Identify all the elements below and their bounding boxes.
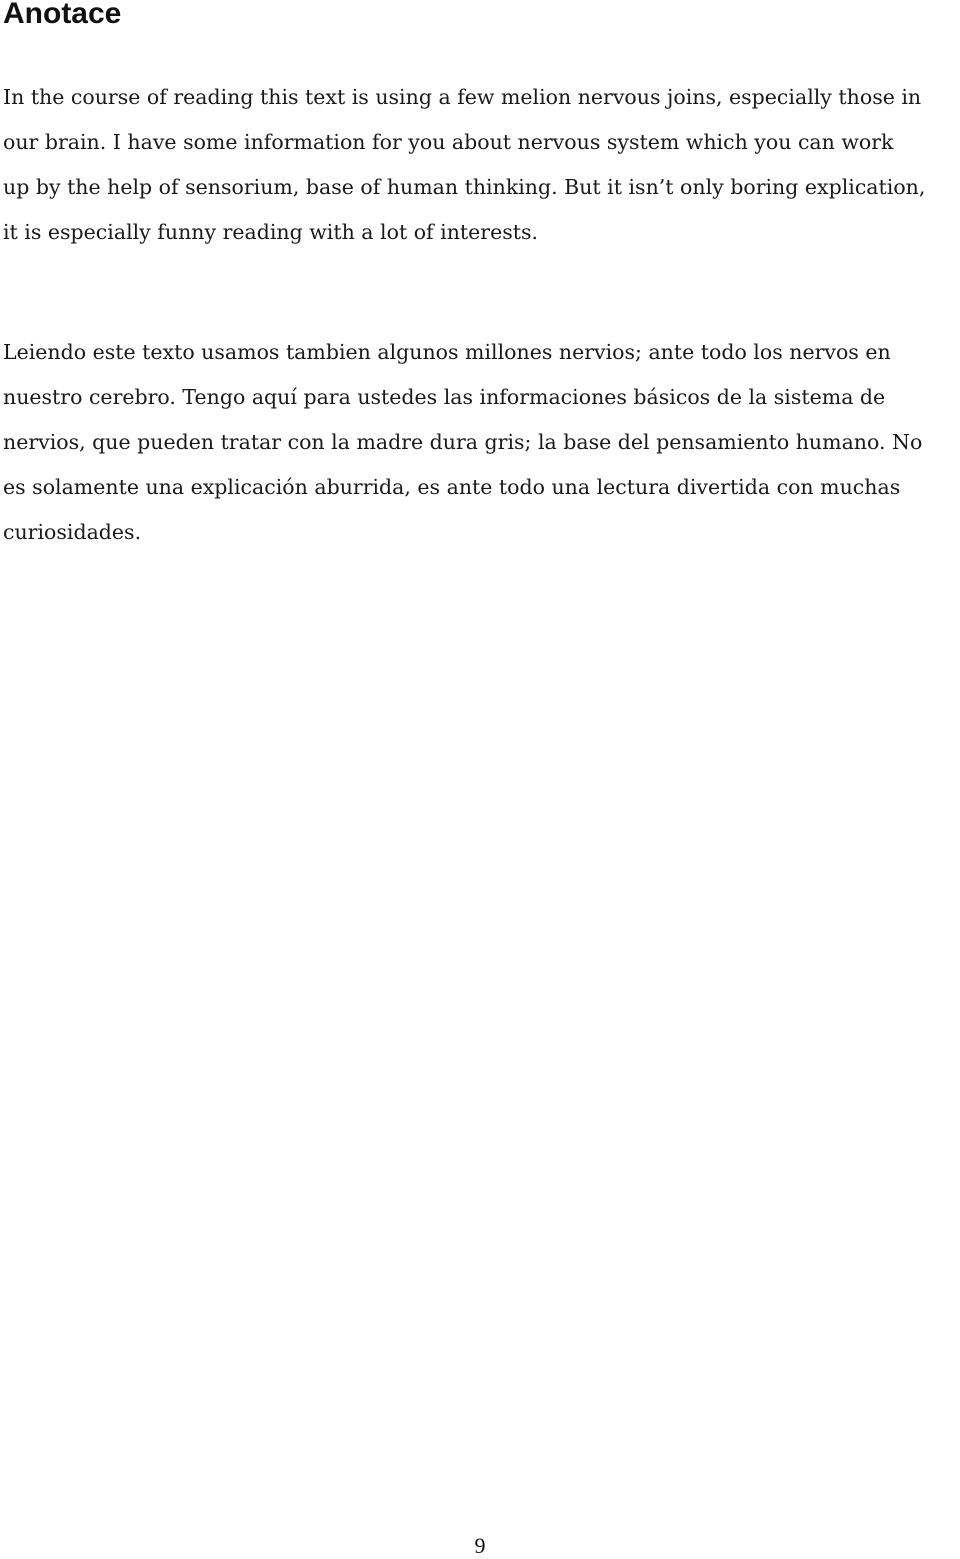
paragraph-line: nervios, que pueden tratar con la madre dura gris; la base del pensamiento humano. No [3,430,923,454]
paragraph-spanish [3,330,958,555]
paragraph-line: it is especially funny reading with a lot of interests. [3,220,539,244]
page-number: 9 [474,1533,486,1558]
paragraph-line: our brain. I have some information for you about nervous system which you can work [3,130,894,154]
paragraph-line: up by the help of sensorium, base of human thinking. But it isn’t only boring explication, [3,175,926,199]
paragraph-line: es solamente una explicación aburrida, es ante todo una lectura divertida con muchas [3,475,901,499]
paragraph-line: nuestro cerebro. Tengo aquí para ustedes las informaciones básicos de la sistema de [3,385,886,409]
paragraph-line: In the course of reading this text is using a few melion nervous joins, especially those in [3,85,922,109]
paragraph-line: Leiendo este texto usamos tambien algunos millones nervios; ante todo los nervos en [3,340,891,364]
paragraph-english [3,75,958,255]
page-title: Anotace [3,0,122,30]
paragraph-line: curiosidades. [3,520,142,544]
